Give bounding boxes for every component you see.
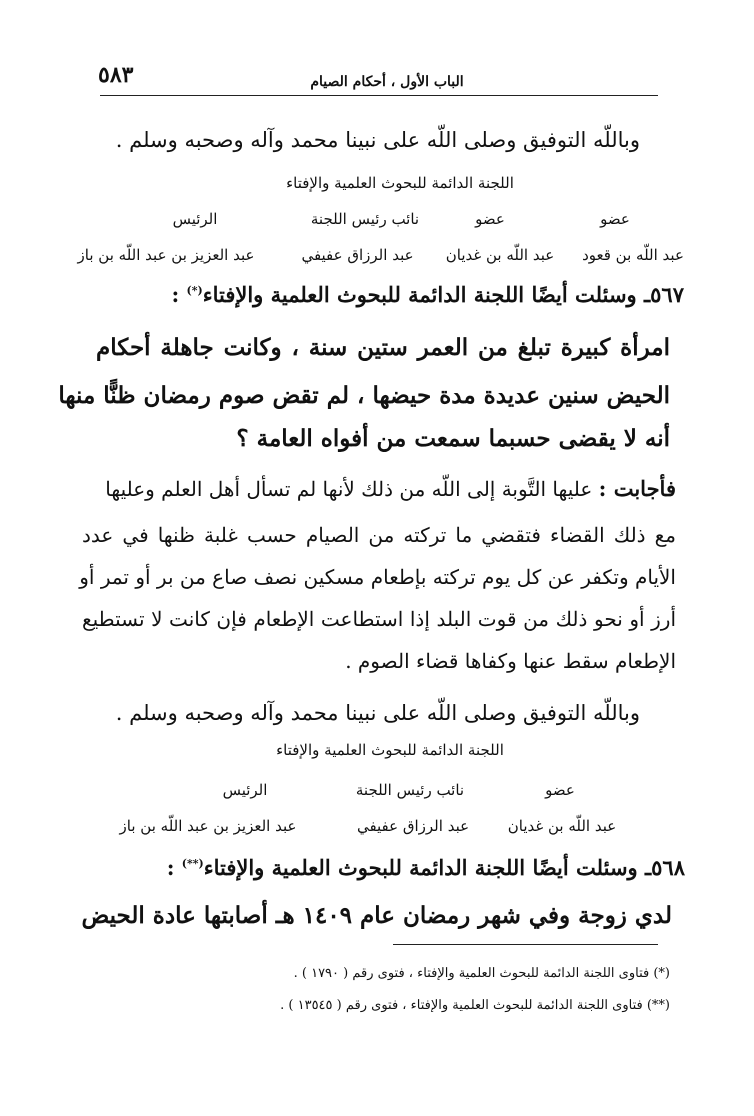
closing-blessing: وباللّه التوفيق وصلى اللّه على نبينا محمد وآله وصحبه وسلم .	[115, 701, 640, 725]
signatory-role: نائب رئيس اللجنة	[355, 781, 465, 799]
signatory-role: عضو	[545, 781, 575, 799]
signatory-role: الرئيس	[172, 210, 218, 228]
signatory-name: عبد اللّه بن قعود	[582, 246, 684, 264]
heading-text: ٥٦٧ـ وسئلت أيضًا اللجنة الدائمة للبحوث العلمية والإفتاء	[202, 282, 684, 307]
signatory-name: عبد اللّه بن غديان	[445, 246, 555, 264]
signatory-role: الرئيس	[222, 781, 268, 799]
question-heading	[170, 282, 684, 307]
page-number: ٥٨٣	[98, 62, 134, 88]
answer-line: مع ذلك القضاء فتقضي ما تركته من الصيام حسب غلبة ظنها في عدد	[82, 523, 676, 547]
question-heading	[165, 855, 685, 880]
running-title: الباب الأول ، أحكام الصيام	[310, 74, 464, 90]
question-line: لدي زوجة وفي شهر رمضان عام ١٤٠٩ هـ أصابتها عادة الحيض	[81, 902, 672, 929]
signatory-name: عبد العزيز بن عبد اللّه بن باز	[119, 817, 297, 835]
question-line: الحيض سنين عديدة مدة حيضها ، لم تقض صوم رمضان ظنًّا منها	[58, 382, 670, 409]
answer-label: فأجابت :	[598, 476, 676, 501]
question-line: امرأة كبيرة تبلغ من العمر ستين سنة ، وكانت جاهلة أحكام	[96, 334, 670, 361]
signatory-name: عبد العزيز بن عبد اللّه بن باز	[77, 246, 255, 264]
header-rule	[100, 95, 658, 96]
footnote-ref: (**)	[181, 857, 204, 870]
signatory-role: عضو	[600, 210, 630, 228]
signatory-name: عبد الرزاق عفيفي	[356, 817, 470, 835]
answer-line: الإطعام سقط عنها وكفاها قضاء الصوم .	[345, 649, 676, 673]
committee-name: اللجنة الدائمة للبحوث العلمية والإفتاء	[276, 741, 504, 759]
signatory-name: عبد اللّه بن غديان	[507, 817, 617, 835]
closing-blessing: وباللّه التوفيق وصلى اللّه على نبينا محمد وآله وصحبه وسلم .	[115, 128, 640, 152]
signatory-name: عبد الرزاق عفيفي	[301, 246, 414, 264]
heading-text: ٥٦٨ـ وسئلت أيضًا اللجنة الدائمة للبحوث العلمية والإفتاء	[203, 855, 685, 880]
footnote: (*) فتاوى اللجنة الدائمة للبحوث العلمية والإفتاء ، فتوى رقم ( ١٧٩٠ ) .	[293, 966, 670, 981]
heading-colon: :	[166, 855, 175, 880]
footnote: (**) فتاوى اللجنة الدائمة للبحوث العلمية والإفتاء ، فتوى رقم ( ١٣٥٤٥ ) .	[280, 998, 670, 1013]
question-line: أنه لا يقضى حسبما سمعت من أفواه العامة ؟	[236, 425, 670, 452]
committee-name: اللجنة الدائمة للبحوث العلمية والإفتاء	[286, 174, 514, 192]
heading-colon: :	[171, 282, 180, 307]
footnote-ref: (*)	[186, 284, 203, 297]
signatory-role: نائب رئيس اللجنة	[310, 210, 420, 228]
answer-line	[100, 476, 676, 501]
signatory-role: عضو	[475, 210, 505, 228]
answer-line: أرز أو نحو ذلك من قوت البلد إذا استطاعت الإطعام فإن كانت لا تستطيع	[82, 607, 677, 631]
answer-text: عليها التَّوبة إلى اللّه من ذلك لأنها لم تسأل أهل العلم وعليها	[105, 477, 593, 501]
answer-line: الأيام وتكفر عن كل يوم تركته بإطعام مسكين نصف صاع من بر أو تمر أو	[79, 565, 676, 589]
footnote-rule	[393, 944, 658, 945]
